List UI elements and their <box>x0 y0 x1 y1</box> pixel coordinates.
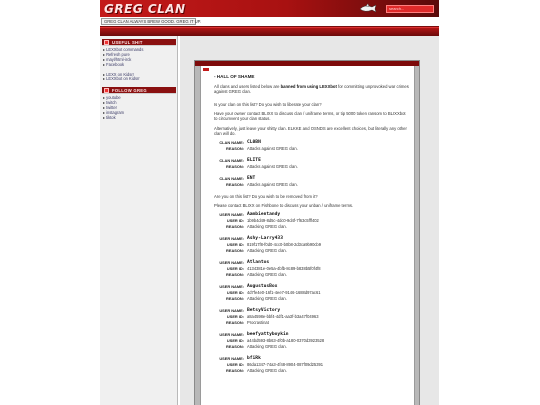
sidebar-link-lexxbot-commands[interactable]: ▸LEXXbot commands <box>103 47 144 52</box>
clan-name-label: CLAN NAME: <box>219 139 244 145</box>
clan-name-label: CLAN NAME: <box>219 175 244 181</box>
site-logo[interactable]: GREG CLAN <box>104 2 186 16</box>
sidebar-link-instagram[interactable]: ▸instagram <box>103 109 125 115</box>
user-name-label: USER NAME: <box>219 355 244 361</box>
user-name-value: AugustusBox <box>247 283 278 289</box>
reason-label: REASON: <box>226 223 244 229</box>
user-id-value: 4134381e-0e5a-4bfb-8c89-b838b5f0f4f8 <box>247 265 321 271</box>
sidebar-link-tiktok[interactable]: ▸tiktok <box>103 114 116 120</box>
content-frame <box>194 60 420 405</box>
site-header <box>100 0 439 36</box>
useful-links-list <box>103 48 177 82</box>
user-name-label: USER NAME: <box>219 235 244 241</box>
user-name-value: bfiRk <box>247 355 261 361</box>
section-square-icon <box>104 40 109 45</box>
user-name-label: USER NAME: <box>219 283 244 289</box>
user-id-value: 1b9b4d49-8d5c-4dc0-9d4f-7f63c5fff402 <box>247 217 319 223</box>
record-row <box>214 248 410 254</box>
sidebar-link-youtube[interactable]: ▸youtube <box>103 95 121 100</box>
reason-label: REASON: <box>226 271 244 277</box>
intro-post: for committing unprovoked war crimes against GREG clan. <box>214 84 409 95</box>
record-row <box>214 368 410 374</box>
intro-bold: banned from using LEXXbot <box>280 84 337 90</box>
user-name-label: USER NAME: <box>219 331 244 337</box>
user-id-label: USER ID: <box>226 289 244 295</box>
clan-question: Is your clan on this list? Do you wish to liberate your clan? <box>214 102 322 108</box>
record-row <box>214 272 410 278</box>
record-row <box>214 296 410 302</box>
shark-icon <box>359 3 377 14</box>
record-row <box>214 146 410 152</box>
nav-tab-2[interactable] <box>260 28 266 35</box>
clan-record <box>214 158 410 170</box>
reason-value: Attacks against GREG clan. <box>247 145 298 151</box>
reason-value: Attacking GREG clan. <box>247 367 287 373</box>
user-contact: Please contact BLIXX on Fishbone to discuss your unban / uniframe terms. <box>214 202 354 208</box>
hall-of-shame-text <box>214 74 410 380</box>
section-square-icon <box>104 88 109 93</box>
user-id-label: USER ID: <box>226 265 244 271</box>
user-question: Are you on this list? Do you wish to be removed from it? <box>214 193 318 199</box>
clan-contact: Have your owner contact BLIXX to discuss clan / uniframe terms, or tip 5000 token ransom to BLIXXbot to circumvent your clan status. <box>214 111 406 122</box>
reason-label: REASON: <box>226 319 244 325</box>
follow-section-title: FOLLOW GREG <box>112 88 147 93</box>
reason-value: Procrastinat <box>247 319 269 325</box>
reason-value: Attacking GREG clan. <box>247 271 287 277</box>
hall-of-shame-panel <box>200 66 415 405</box>
reason-value: Attacking GREG clan. <box>247 343 287 349</box>
reason-label: REASON: <box>226 163 244 169</box>
user-name-value: BetsyVictory <box>247 307 281 313</box>
user-name-value: beefyattyboykin <box>247 331 289 337</box>
sidebar-link-facebook[interactable]: ▸Facebook <box>103 61 125 67</box>
user-record <box>214 332 410 350</box>
useful-section-title: USEFUL SHIT <box>112 40 143 45</box>
user-list <box>214 212 410 374</box>
main-content <box>180 36 439 405</box>
clan-name-value: ENT <box>247 175 256 181</box>
reason-value: Attacking GREG clan. <box>247 295 287 301</box>
reason-value: Attacking GREG clan. <box>247 247 287 253</box>
page-title: - HALL OF SHAME <box>214 74 255 79</box>
follow-section-header <box>102 87 176 94</box>
user-id-label: USER ID: <box>226 361 244 367</box>
search-input[interactable]: search... <box>386 5 434 13</box>
user-id-value: a44bd593-8b63-4f0b-a180-0370d3923528 <box>247 337 325 343</box>
nav-tab-3[interactable] <box>310 28 316 35</box>
clan-name-label: CLAN NAME: <box>219 157 244 163</box>
useful-section-header <box>102 39 176 46</box>
clan-name-value: ELITE <box>247 157 261 163</box>
reason-label: REASON: <box>226 247 244 253</box>
user-id-value: 86da1347-74a3-4f48-8904-087f09d25391 <box>247 361 324 367</box>
user-id-value: a8a4598e-bbf4-4df1-aa3f-b3a47f04963 <box>247 313 319 319</box>
user-name-value: Ashy-Larry433 <box>247 235 283 241</box>
sidebar-link-refresh[interactable]: ▸Refresh pure <box>103 51 130 57</box>
record-row <box>214 182 410 188</box>
reason-label: REASON: <box>226 343 244 349</box>
clan-list <box>214 140 410 188</box>
clan-alternative: Alternatively, just leave your shitty clan. ELKKE and OSNDS are excellent choices, but literally any other clan will do. <box>214 125 407 136</box>
sidebar-link-html[interactable]: ▸mayl/html-irck <box>103 56 132 62</box>
sidebar-link-lexxbot[interactable]: ▸LEXXbot on Kidsrr <box>103 76 140 82</box>
record-row <box>214 344 410 350</box>
user-name-label: USER NAME: <box>219 211 244 217</box>
intro-text <box>214 84 410 94</box>
user-name-label: USER NAME: <box>219 259 244 265</box>
user-id-label: USER ID: <box>226 217 244 223</box>
user-record <box>214 260 410 278</box>
user-id-value: 819f17f8-f0d0-4cc0-b0b8-2d3ca9b90cb9 <box>247 241 321 247</box>
user-record <box>214 236 410 254</box>
clan-record <box>214 176 410 188</box>
clan-record <box>214 140 410 152</box>
follow-links-list <box>103 96 177 121</box>
sidebar-link-twitch[interactable]: ▸twitch <box>103 99 117 105</box>
user-name-label: USER NAME: <box>219 307 244 313</box>
record-row <box>214 320 410 326</box>
reason-label: REASON: <box>226 145 244 151</box>
user-id-label: USER ID: <box>226 241 244 247</box>
sidebar-link-twitter[interactable]: ▸twitter <box>103 104 117 110</box>
user-record <box>214 356 410 374</box>
site-tagline: GREG CLAN ALWAYS BREW GOOD. GREG IT UP. <box>104 19 202 24</box>
user-id-label: USER ID: <box>226 313 244 319</box>
reason-label: REASON: <box>226 367 244 373</box>
user-record <box>214 212 410 230</box>
user-name-value: Aambientandy <box>247 211 281 217</box>
user-id-label: USER ID: <box>226 337 244 343</box>
reason-value: Attacks against GREG clan. <box>247 181 298 187</box>
reason-label: REASON: <box>226 295 244 301</box>
intro-pre: All clans and users listed below are <box>214 84 281 90</box>
reason-value: Attacking GREG clan. <box>247 223 287 229</box>
clan-name-value: CL0BN <box>247 139 261 145</box>
sidebar <box>100 36 178 405</box>
reason-label: REASON: <box>226 181 244 187</box>
user-id-value: 4d7fe4e0-16f1-4ee7-9146-1688d97ac61 <box>247 289 321 295</box>
record-row <box>214 224 410 230</box>
panel-marker <box>203 68 209 71</box>
nav-tab-1[interactable] <box>204 28 210 35</box>
user-record <box>214 284 410 302</box>
user-record <box>214 308 410 326</box>
record-row <box>214 164 410 170</box>
nav-bar <box>100 27 439 36</box>
user-name-value: Atlantos <box>247 259 270 265</box>
reason-value: Attacks against GREG clan. <box>247 163 298 169</box>
sidebar-link-lexx[interactable]: ▸LEXX on Kidsrr <box>103 71 135 77</box>
